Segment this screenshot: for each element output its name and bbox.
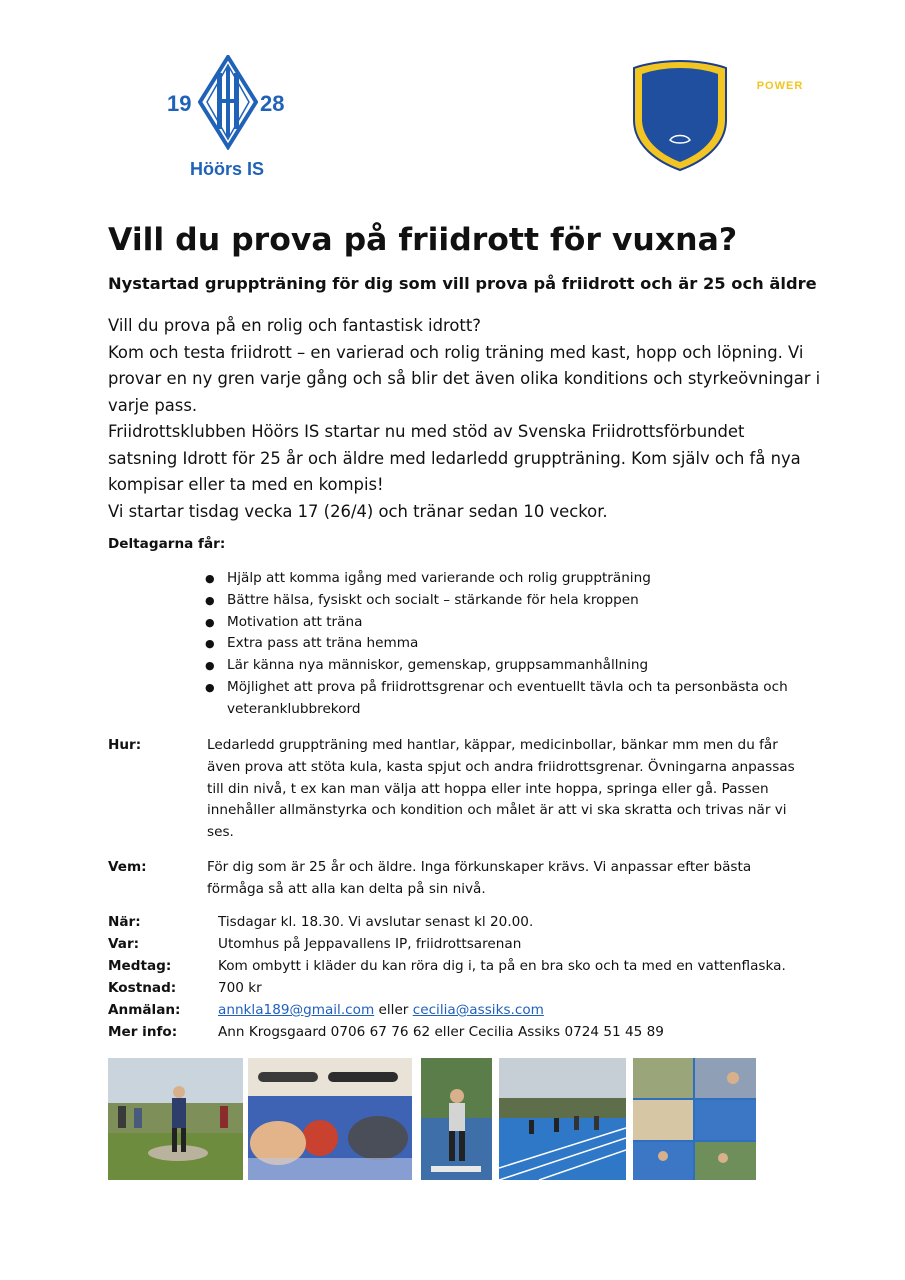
logo-athletics-text: ATHLETICS (750, 105, 810, 117)
who-line: För dig som är 25 år och äldre. Inga förkunskaper krävs. Vi anpassar efter bästa (207, 859, 752, 875)
logo-year-end: 28 (260, 91, 285, 116)
list-item (205, 677, 805, 721)
list-item-text: Möjlighet att prova på friidrottsgrenar och eventuellt tävla och ta personbästa och (227, 678, 788, 695)
list-item: ● Lär känna nya människor, gemenskap, gruppsammanhållning (205, 655, 805, 677)
logo-training-text: TRAINING (765, 121, 795, 127)
intro-paragraph (108, 313, 821, 525)
email-link-ann[interactable]: annkla189@gmail.com (218, 1002, 375, 1018)
who-line: förmåga så att alla kan delta på sin nivå. (207, 880, 486, 897)
photo-shot-put (108, 1058, 243, 1180)
how-label: Hur: (108, 737, 142, 753)
page-title: Vill du prova på friidrott för vuxna? (108, 222, 738, 258)
intro-line: Vill du prova på en rolig och fantastisk idrott? (108, 316, 481, 335)
intro-line: provar en ny gren varje gång och så blir det även olika konditions och styrkeövningar i (108, 369, 821, 388)
how-line: Ledarledd gruppträning med hantlar, käppar, medicinbollar, bänkar mm men du får (207, 737, 778, 753)
signup-value (218, 1002, 544, 1018)
photo-medicine-ball (248, 1058, 412, 1180)
more-info-label: Mer info: (108, 1024, 178, 1040)
logo-year-start: 19 (167, 91, 192, 116)
how-line: innehåller allmänstyrka och kondition och målet är att vi ska skratta och trivas när vi (207, 802, 787, 819)
who-label: Vem: (108, 859, 147, 875)
photo-track-group (499, 1058, 626, 1180)
signup-label: Anmälan: (108, 1002, 181, 1018)
hoors-is-logo (160, 55, 300, 185)
when-value: Tisdagar kl. 18.30. Vi avslutar senast kl 20.00. (218, 914, 534, 930)
bring-value: Kom ombytt i kläder du kan röra dig i, ta på en bra sko och ta med en vattenflaska. (218, 958, 786, 974)
where-label: Var: (108, 936, 140, 952)
more-info-value: Ann Krogsgaard 0706 67 76 62 eller Cecilia Assiks 0724 51 45 89 (218, 1024, 664, 1040)
page-subtitle: Nystartad gruppträning för dig som vill prova på friidrott och är 25 och äldre (108, 274, 817, 293)
how-text (207, 735, 807, 844)
how-line: även prova att stöta kula, kasta spjut och andra friidrottsgrenar. Övningarna anpassas (207, 758, 795, 775)
photo-throwing (421, 1058, 492, 1180)
list-item: ● Motivation att träna (205, 612, 805, 634)
logo-power-text: POWER (756, 80, 804, 92)
hoors-is-diamond-emblem (198, 55, 258, 150)
intro-line: Friidrottsklubben Höörs IS startar nu med stöd av Svenska Friidrottsförbundet (108, 422, 745, 441)
list-item: ● Hjälp att komma igång med varierande och rolig gruppträning (205, 568, 805, 590)
list-item: ● Bättre hälsa, fysiskt och socialt – stärkande för hela kroppen (205, 590, 805, 612)
participants-heading: Deltagarna får: (108, 536, 226, 552)
power-athletics-logo (630, 58, 810, 173)
intro-line: satsning Idrott för 25 år och äldre med ledarledd gruppträning. Kom själv och få nya (108, 448, 801, 468)
how-line: ses. (207, 824, 234, 841)
intro-line: Kom och testa friidrott – en varierad och rolig träning med kast, hopp och löpning. Vi (108, 342, 804, 362)
who-text (207, 857, 807, 901)
when-label: När: (108, 914, 141, 930)
list-item: ● Extra pass att träna hemma (205, 633, 805, 655)
intro-line: varje pass. (108, 395, 198, 415)
power-athletics-shield (630, 58, 730, 173)
benefits-list (205, 568, 805, 721)
email-link-cecilia[interactable]: cecilia@assiks.com (412, 1002, 544, 1018)
photo-collage-jumping (633, 1058, 756, 1180)
intro-line: Vi startar tisdag vecka 17 (26/4) och tränar sedan 10 veckor. (108, 501, 608, 521)
bring-label: Medtag: (108, 958, 172, 974)
intro-line: kompisar eller ta med en kompis! (108, 475, 384, 494)
cost-label: Kostnad: (108, 980, 177, 996)
logo-club-name: Höörs IS (190, 159, 265, 179)
cost-value: 700 kr (218, 980, 262, 996)
signup-or: eller (378, 1002, 409, 1018)
how-line: till din nivå, t ex kan man välja att hoppa eller inte hoppa, springa eller gå. Passen (207, 780, 769, 797)
where-value: Utomhus på Jeppavallens IP, friidrottsarenan (218, 936, 522, 952)
list-item-text: veteranklubbrekord (227, 700, 361, 717)
